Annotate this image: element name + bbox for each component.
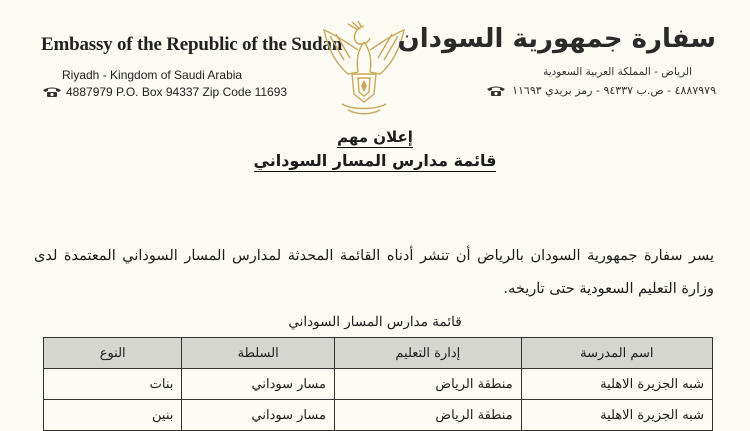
telephone-icon xyxy=(42,86,62,98)
telephone-icon xyxy=(486,85,506,97)
table-row xyxy=(44,369,713,400)
contact-text-english: 4887979 P.O. Box 94337 Zip Code 11693 xyxy=(66,85,288,99)
embassy-city-arabic: الرياض - المملكة العربية السعودية xyxy=(543,66,692,78)
cell-authority: مسار سوداني xyxy=(182,369,335,400)
secretary-bird-emblem-icon xyxy=(318,20,410,124)
embassy-name-arabic: سفارة جمهورية السودان xyxy=(397,24,716,54)
embassy-contact-english xyxy=(42,85,287,99)
header-education-admin: إدارة التعليم xyxy=(334,338,521,369)
embassy-name-english: Embassy of the Republic of the Sudan xyxy=(41,34,343,55)
announcement-paragraph: يسر سفارة جمهورية السودان بالرياض أن تنشر أدناه القائمة المحدثة لمدارس المسار السوداني المعتمدة لدى وزارة التعليم السعودية حتى تاريخه. xyxy=(34,248,714,297)
table-header-row xyxy=(44,338,713,369)
cell-school-name: شبه الجزيرة الاهلية xyxy=(521,369,712,400)
announcement-title-text: إعلان مهم xyxy=(337,128,413,146)
cell-education-admin: منطقة الرياض xyxy=(334,369,521,400)
schools-table xyxy=(43,337,713,431)
header-school-name: اسم المدرسة xyxy=(521,338,712,369)
table-caption: قائمة مدارس المسار السوداني xyxy=(288,314,462,330)
announcement-title xyxy=(0,128,750,146)
cell-type: بنين xyxy=(44,400,182,431)
cell-education-admin: منطقة الرياض xyxy=(334,400,521,431)
announcement-subtitle xyxy=(0,151,750,170)
cell-authority: مسار سوداني xyxy=(182,400,335,431)
table-row xyxy=(44,400,713,431)
contact-text-arabic: ٤٨٨٧٩٧٩ - ص.ب ٩٤٣٣٧ - رمز بريدي ١١٦٩٣ xyxy=(512,84,716,97)
announcement-subtitle-text: قائمة مدارس المسار السوداني xyxy=(253,151,497,170)
cell-type: بنات xyxy=(44,369,182,400)
header-authority: السلطة xyxy=(182,338,335,369)
cell-school-name: شبه الجزيرة الاهلية xyxy=(521,400,712,431)
header-type: النوع xyxy=(44,338,182,369)
embassy-city-english: Riyadh - Kingdom of Saudi Arabia xyxy=(62,68,243,82)
embassy-contact-arabic xyxy=(486,84,716,97)
